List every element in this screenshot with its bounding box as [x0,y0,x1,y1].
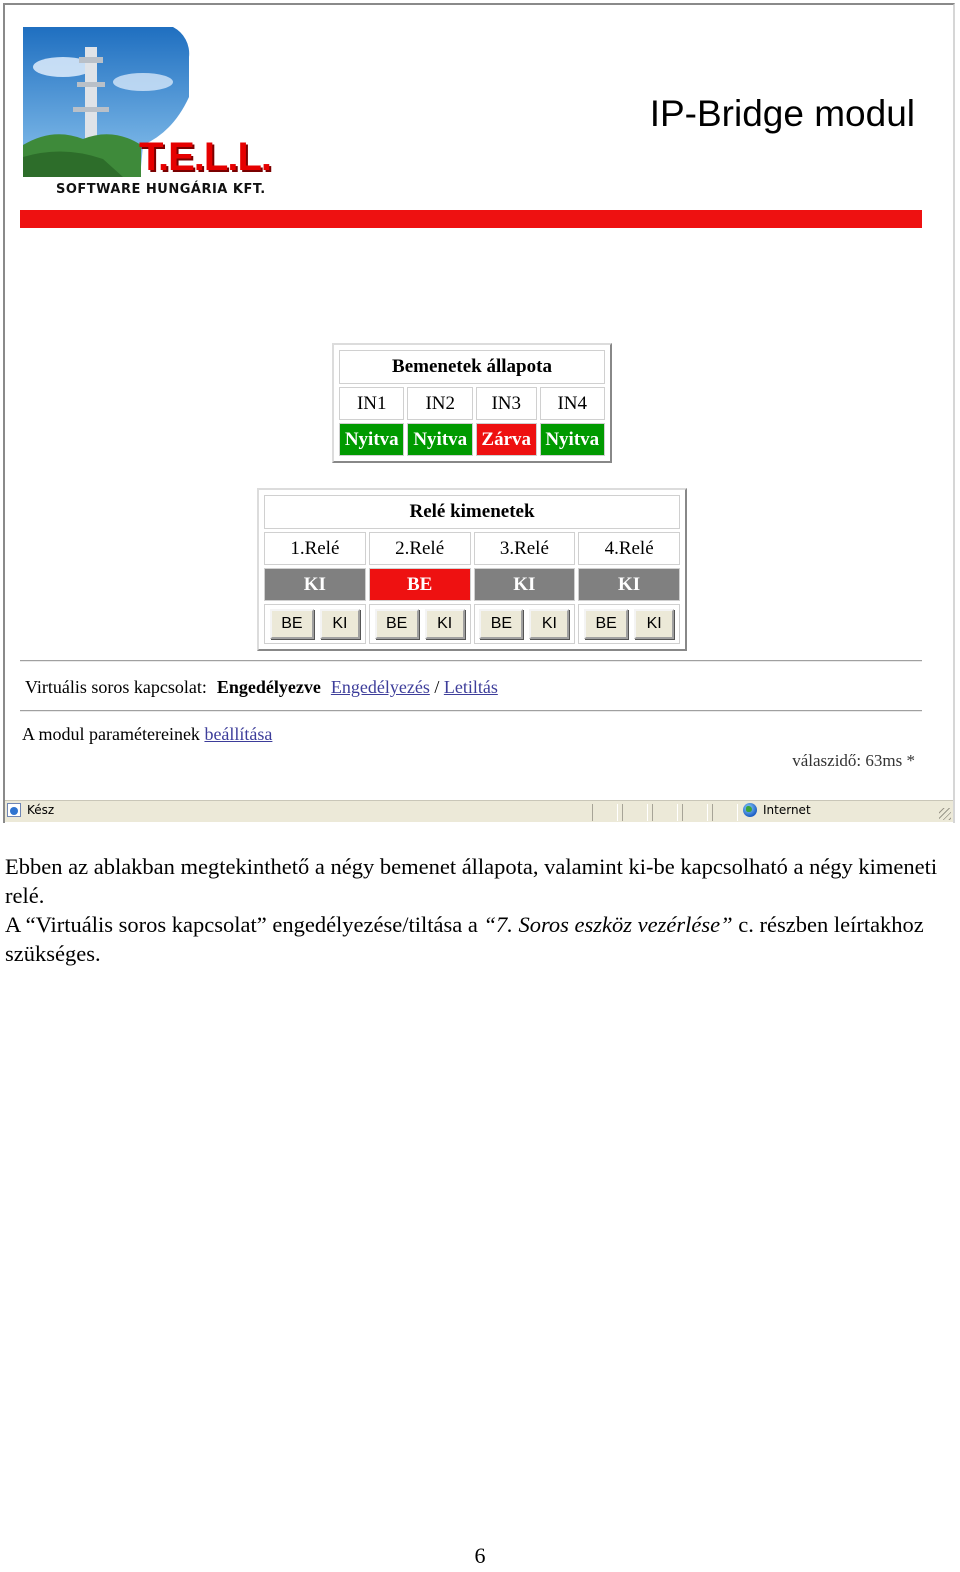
paragraph [5,910,957,968]
resize-grip-icon[interactable] [939,808,951,820]
input-label: IN4 [540,387,606,420]
input-state: Nyitva [540,423,606,456]
logo-subtitle: SOFTWARE HUNGÁRIA KFT. [56,182,266,197]
tell-logo [23,27,285,205]
relay-3-controls [474,604,576,644]
status-segment [712,804,738,821]
relay-label: 3.Relé [474,532,576,565]
relay-state: BE [369,568,471,601]
relay-4-on-button[interactable]: BE [584,609,628,638]
globe-icon [743,803,757,817]
inputs-status-panel [332,343,612,463]
paragraph-prefix: A “Virtuális soros kapcsolat” engedélyezése/tiltása a [5,912,484,937]
relay-state: KI [474,568,576,601]
disable-link[interactable]: Letiltás [443,677,498,697]
input-label: IN3 [476,387,537,420]
relay-2-off-button[interactable]: KI [425,609,465,638]
page-number: 6 [474,1543,486,1568]
zone-text: Internet [763,803,811,817]
relay-label: 4.Relé [578,532,680,565]
relay-3-off-button[interactable]: KI [529,609,569,638]
status-segment [592,804,618,821]
relay-4-off-button[interactable]: KI [634,609,674,638]
status-segment [682,804,708,821]
params-text: A modul paramétereinek [22,724,200,744]
status-segment [622,804,648,821]
relays-caption: Relé kimenetek [264,495,680,529]
relay-state: KI [578,568,680,601]
relay-2-on-button[interactable]: BE [375,609,419,638]
virtual-serial-value: Engedélyezve [216,677,321,697]
logo-text: T.E.L.L. [139,135,271,179]
page-title: IP-Bridge modul [649,93,915,134]
document-text [5,852,957,968]
relay-outputs-panel [257,488,687,651]
input-label: IN1 [339,387,404,420]
page-icon [7,803,21,817]
relay-label: 1.Relé [264,532,366,565]
relay-state: KI [264,568,366,601]
status-bar [5,800,953,822]
input-state: Nyitva [407,423,472,456]
browser-window [3,3,955,823]
response-time: válaszidő: 63ms * [792,751,915,770]
relay-1-on-button[interactable]: BE [270,609,314,638]
input-label: IN2 [407,387,472,420]
paragraph: Ebben az ablakban megtekinthető a négy bemenet állapota, valamint ki-be kapcsolható a négy kimeneti relé. [5,854,938,908]
link-separator: / [434,677,440,697]
virtual-serial-label: Virtuális soros kapcsolat: [25,677,207,697]
paragraph-suffix: c. részben leírtakhoz szükséges. [5,912,924,966]
relay-1-controls [264,604,366,644]
virtual-serial-row [25,677,498,698]
status-text: Kész [27,803,55,817]
relay-4-controls [578,604,680,644]
enable-link[interactable]: Engedélyezés [330,677,430,697]
relay-label: 2.Relé [369,532,471,565]
relay-2-controls [369,604,471,644]
status-segment [652,804,678,821]
input-state: Zárva [476,423,537,456]
inputs-caption: Bemenetek állapota [339,350,605,384]
divider [20,710,922,712]
divider [20,660,922,662]
status-left [7,803,54,817]
relay-3-on-button[interactable]: BE [479,609,523,638]
security-zone [743,803,811,817]
settings-link[interactable]: beállítása [204,724,273,744]
section-reference: “7. Soros eszköz vezérlése” [483,912,733,937]
params-row [22,724,272,745]
header-divider [20,210,922,228]
input-state: Nyitva [339,423,404,456]
relay-1-off-button[interactable]: KI [320,609,360,638]
